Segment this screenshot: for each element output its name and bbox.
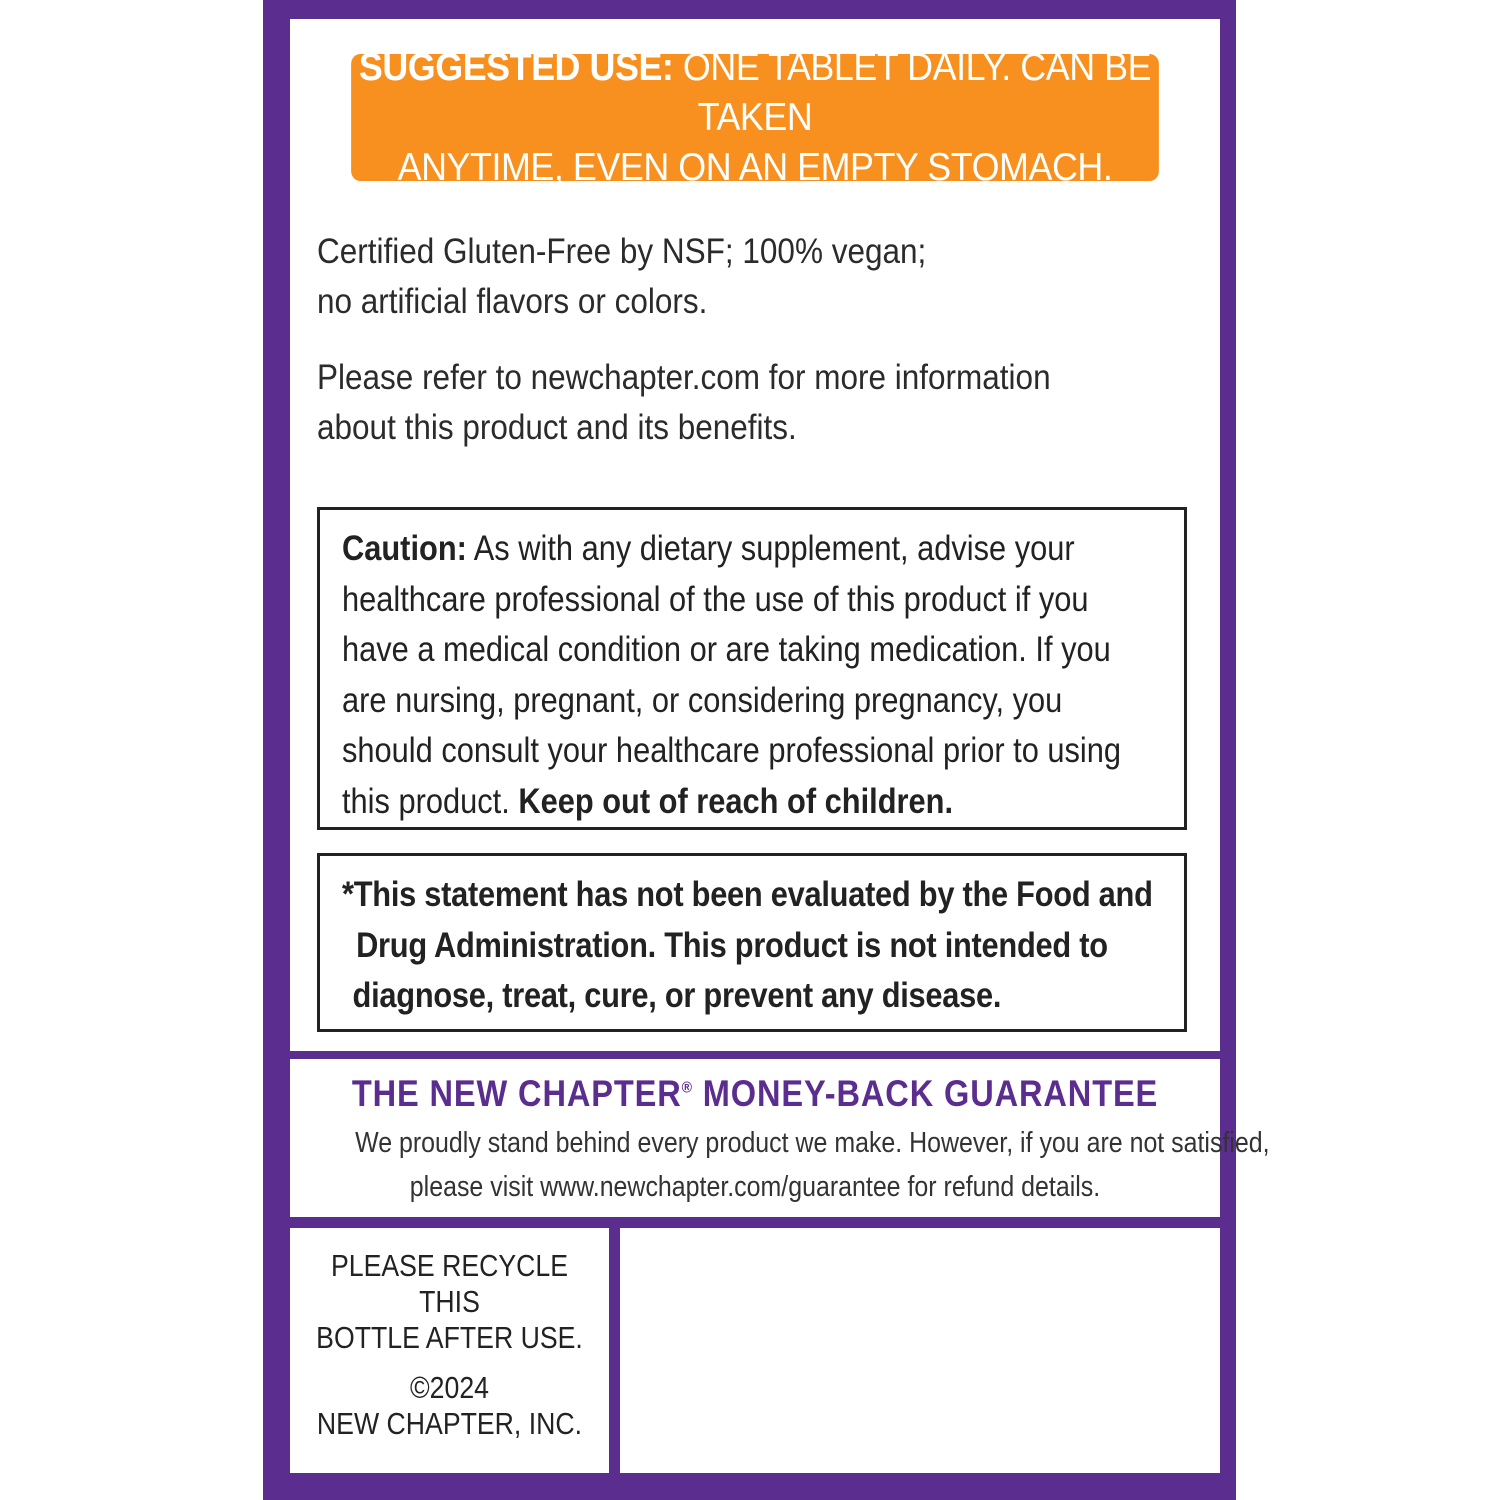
fda-disclaimer-box [317,853,1187,1032]
guarantee-line-2: please visit www.newchapter.com/guarantee for refund details. [409,1171,1101,1203]
guarantee-text [355,1121,1270,1209]
recycle-text [312,1248,586,1456]
caution-box [317,507,1187,830]
fda-disclaimer-text [342,870,1153,1022]
caution-line-5: should consult your healthcare professional prior to using [342,731,1122,770]
blank-panel [620,1228,1220,1473]
more-info-text [317,353,1051,453]
fda-line-2: Drug Administration. This product is not intended to [356,925,1108,965]
guarantee-title-rest: MONEY-BACK GUARANTEE [692,1073,1159,1114]
certifications-text [317,227,926,327]
more-info-line-1: Please refer to newchapter.com for more information [317,358,1051,397]
registered-mark: ® [681,1079,693,1097]
copyright: ©2024 [410,1370,489,1405]
caution-line-3: have a medical condition or are taking medication. If you [342,630,1111,669]
recycle-line-2: BOTTLE AFTER USE. [316,1320,583,1355]
product-label [263,0,1270,1500]
keep-away-children: Keep out of reach of children. [518,781,954,821]
certifications-line-2: no artificial flavors or colors. [317,282,708,321]
recycle-line-1: PLEASE RECYCLE THIS [330,1248,569,1319]
recycle-panel [290,1228,609,1473]
caution-line-2: healthcare professional of the use of this product if you [342,579,1089,619]
fda-line-1: *This statement has not been evaluated by the Food and [342,875,1153,914]
fda-line-3: diagnose, treat, cure, or prevent any disease. [352,976,1002,1015]
company-name: NEW CHAPTER, INC. [316,1406,583,1441]
caution-label: Caution: [342,529,467,568]
caution-line-1: As with any dietary supplement, advise your [473,529,1075,568]
guarantee-title [346,1073,1164,1115]
caution-line-6: this product. [342,781,510,821]
suggested-use-text-1: ONE TABLET DAILY. CAN BE TAKEN [682,45,1152,139]
suggested-use-text-2: ANYTIME, EVEN ON AN EMPTY STOMACH. [397,145,1113,189]
caution-line-4: are nursing, pregnant, or considering pregnancy, you [342,680,1063,720]
suggested-use-banner [351,45,1159,189]
guarantee-title-brand: THE NEW CHAPTER [351,1073,682,1114]
caution-text [342,524,1121,827]
label-main-panel [290,19,1220,1051]
guarantee-line-1: We proudly stand behind every product we make. However, if you are not satisfied, [355,1127,1270,1159]
more-info-line-2: about this product and its benefits. [317,408,797,447]
certifications-line-1: Certified Gluten-Free by NSF; 100% vegan; [317,232,927,271]
guarantee-panel [290,1059,1270,1217]
suggested-use-label: SUGGESTED USE: [358,45,674,89]
